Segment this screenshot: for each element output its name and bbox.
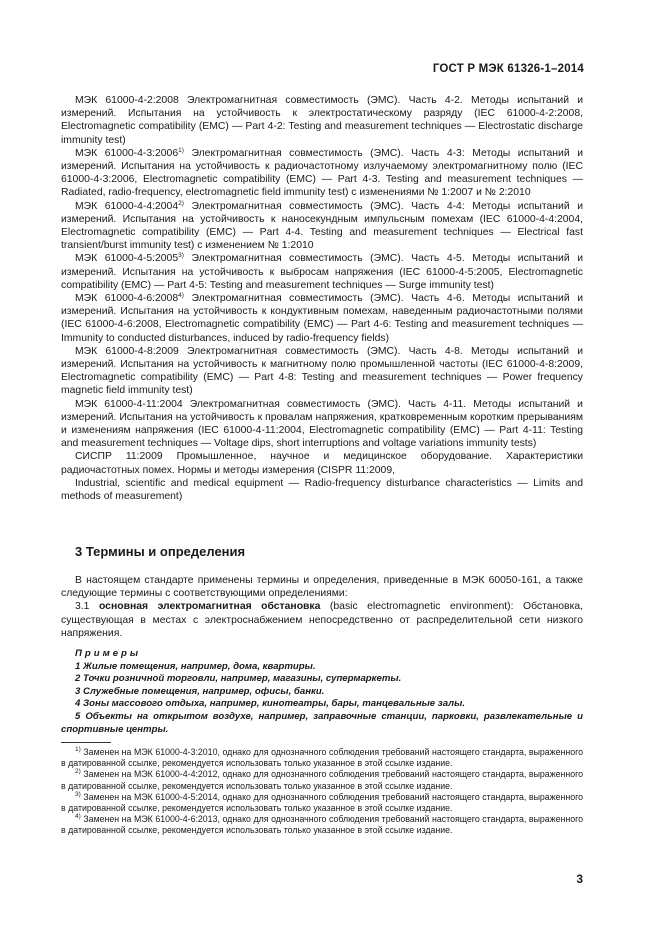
footnote	[61, 792, 583, 814]
footnote-text: Заменен на МЭК 61000-4-6:2013, однако для однозначного соблюдения требований настоящего стандарта, выраженного в датированной ссылке, рекомендуется использовать только указанное в этой ссылке издание.	[61, 814, 583, 836]
reference-item	[61, 450, 583, 476]
examples-block	[61, 648, 583, 736]
footnote-divider	[61, 742, 111, 743]
reference-id: СИСПР 11:2009	[75, 451, 163, 463]
reference-continuation: Industrial, scientific and medical equipment — Radio-frequency disturbance characteristics — Limits and methods of measurement)	[61, 477, 583, 503]
reference-id: МЭК 61000-4-6:2008	[75, 293, 179, 305]
footnote-ref[interactable]: 2)	[178, 199, 184, 207]
reference-text: Электромагнитная совместимость (ЭМС). Часть 4-6. Методы испытаний и измерений. Испытания на устойчивость к кондуктивным помехам, наведенным радиочастотными полями (IEC 61000-4-6:2008, Electromagnetic compatibility (EMC) — Part 4-6: Testing and measurement techniques — Immunity to conducted disturbances, induced by radio-frequency fields)	[61, 293, 584, 344]
normative-references-list	[61, 94, 583, 503]
document-id-header: ГОСТ Р МЭК 61326-1–2014	[432, 63, 584, 75]
example-item: 2 Точки розничной торговли, например, магазины, супермаркеты.	[75, 673, 402, 685]
reference-id: МЭК 61000-4-4:2004	[75, 200, 179, 212]
reference-item	[61, 94, 583, 147]
term-definition-text: (basic electromagnetic environment): Обстановка, существующая в местах с электроснабжением непосредственно от распределительной сети низкого напряжения.	[61, 601, 584, 639]
footnote-mark: 3)	[75, 790, 81, 798]
page-number: 3	[576, 872, 583, 886]
example-item: 5 Объекты на открытом воздухе, например, заправочные станции, парковки, развлекательные и спортивные центры.	[61, 710, 583, 735]
section-title: 3 Термины и определения	[75, 544, 246, 559]
reference-text: Электромагнитная совместимость (ЭМС). Часть 4-3: Методы испытаний и измерений. Испытания на устойчивость к радиочастотному излучаемому электромагнитному полю (IEC 61000-4-3:2006, Electromagnetic compatibility (EMC) — Part 4-3. Testing and measurement techniques — Radiated, radio-frequency, electromagnetic field immunity test) с изменениями № 1:2007 и № 2:2010	[61, 147, 584, 199]
example-item: 4 Зоны массового отдыха, например, кинотеатры, бары, танцевальные залы.	[75, 698, 465, 710]
reference-id: МЭК 61000-4-3:2006	[75, 147, 179, 159]
footnotes-list	[61, 747, 583, 837]
reference-item	[61, 200, 583, 253]
footnote	[61, 814, 583, 836]
terms-intro: В настоящем стандарте применены термины и определения, приведенные в МЭК 60050-161, а также следующие термины с соответствующими определениями:	[61, 575, 583, 600]
term-definition	[61, 600, 583, 640]
footnote	[61, 747, 583, 769]
footnote-text: Заменен на МЭК 61000-4-4:2012, однако для однозначного соблюдения требований настоящего стандарта, выраженного в датированной ссылке, рекомендуется использовать только указанное в этой ссылке издание.	[61, 769, 583, 791]
footnote-ref[interactable]: 1)	[178, 146, 184, 154]
reference-text: Промышленное, научное и медицинское оборудование. Характеристики радиочастотных помех. Нормы и методы измерения (CISPR 11:2009,	[61, 451, 583, 476]
footnote-text: Заменен на МЭК 61000-4-3:2010, однако для однозначного соблюдения требований настоящего стандарта, выраженного в датированной ссылке, рекомендуется использовать только указанное в этой ссылке издание.	[61, 747, 583, 769]
term-name: основная электромагнитная обстановка	[98, 601, 321, 613]
reference-text: Электромагнитная совместимость (ЭМС). Часть 4-4: Методы испытаний и измерений. Испытания на устойчивость к наносекундным импульсным помехам (IEC 61000-4-4:2004, Electromagnetic compatibility (EMC) — Part 4-4. Testing and measurement techniques — Electrical fast transient/burst immunity test) с изменением № 1:2010	[61, 200, 584, 252]
footnote-mark: 1)	[75, 746, 81, 753]
reference-item	[61, 147, 583, 200]
footnote-mark: 4)	[75, 813, 81, 821]
reference-text: Электромагнитная совместимость (ЭМС). Часть 4-11. Методы испытаний и измерений. Испытания на устойчивость к провалам напряжения, кратковременным коротким прерываниям и изменениям напряжения (IEC 61000-4-11:2004, Electromagnetic compatibility (EMC) — Part 4-11: Testing and measurement techniques — Voltage dips, short interruptions and voltage variations immunity tests)	[61, 398, 583, 450]
footnote-ref[interactable]: 4)	[178, 292, 184, 300]
reference-id: МЭК 61000-4-8:2009	[75, 345, 179, 357]
reference-text: Электромагнитная совместимость (ЭМС). Часть 4-5. Методы испытаний и измерений. Испытания на устойчивость к выбросам напряжения (IEC 61000-4-5:2005, Electromagnetic compatibility (EMC) — Part 4-5: Testing and measurement techniques — Surge immunity test)	[61, 253, 584, 291]
reference-item	[61, 292, 583, 345]
reference-item	[61, 345, 583, 398]
reference-item	[61, 398, 583, 451]
footnote	[61, 769, 583, 791]
reference-text: Электромагнитная совместимость (ЭМС). Часть 4-2. Методы испытаний и измерений. Испытания на устойчивость к электростатическому разряду (IEC 61000-4-2:2008, Electromagnetic compatibility (EMC) — Part 4-2: Testing and measurement techniques — Electrostatic discharge immunity test)	[61, 95, 584, 146]
term-number: 3.1	[75, 601, 90, 613]
reference-text: Электромагнитная совместимость (ЭМС). Часть 4-8. Методы испытаний и измерений. Испытания на устойчивость к магнитному полю промышленной частоты (IEC 61000-4-8:2009, Electromagnetic compatibility (EMC) — Part 4-8: Testing and measurement techniques — Power frequency magnetic field immunity test)	[61, 345, 584, 397]
footnote-ref[interactable]: 3)	[178, 252, 184, 260]
examples-heading: Примеры	[75, 648, 142, 659]
example-item: 3 Служебные помещения, например, офисы, банки.	[75, 685, 325, 697]
terms-body	[61, 574, 583, 640]
footnote-mark: 2)	[75, 768, 81, 776]
footnote-text: Заменен на МЭК 61000-4-5:2014, однако для однозначного соблюдения требований настоящего стандарта, выраженного в датированной ссылке, рекомендуется использовать только указанное в этой ссылке издание.	[61, 791, 583, 814]
example-item: 1 Жилые помещения, например, дома, квартиры.	[75, 660, 316, 672]
reference-id: МЭК 61000-4-5:2005	[75, 253, 179, 265]
reference-id: МЭК 61000-4-11:2004	[75, 398, 183, 410]
reference-id: МЭК 61000-4-2:2008	[75, 95, 179, 106]
reference-item	[61, 252, 583, 292]
